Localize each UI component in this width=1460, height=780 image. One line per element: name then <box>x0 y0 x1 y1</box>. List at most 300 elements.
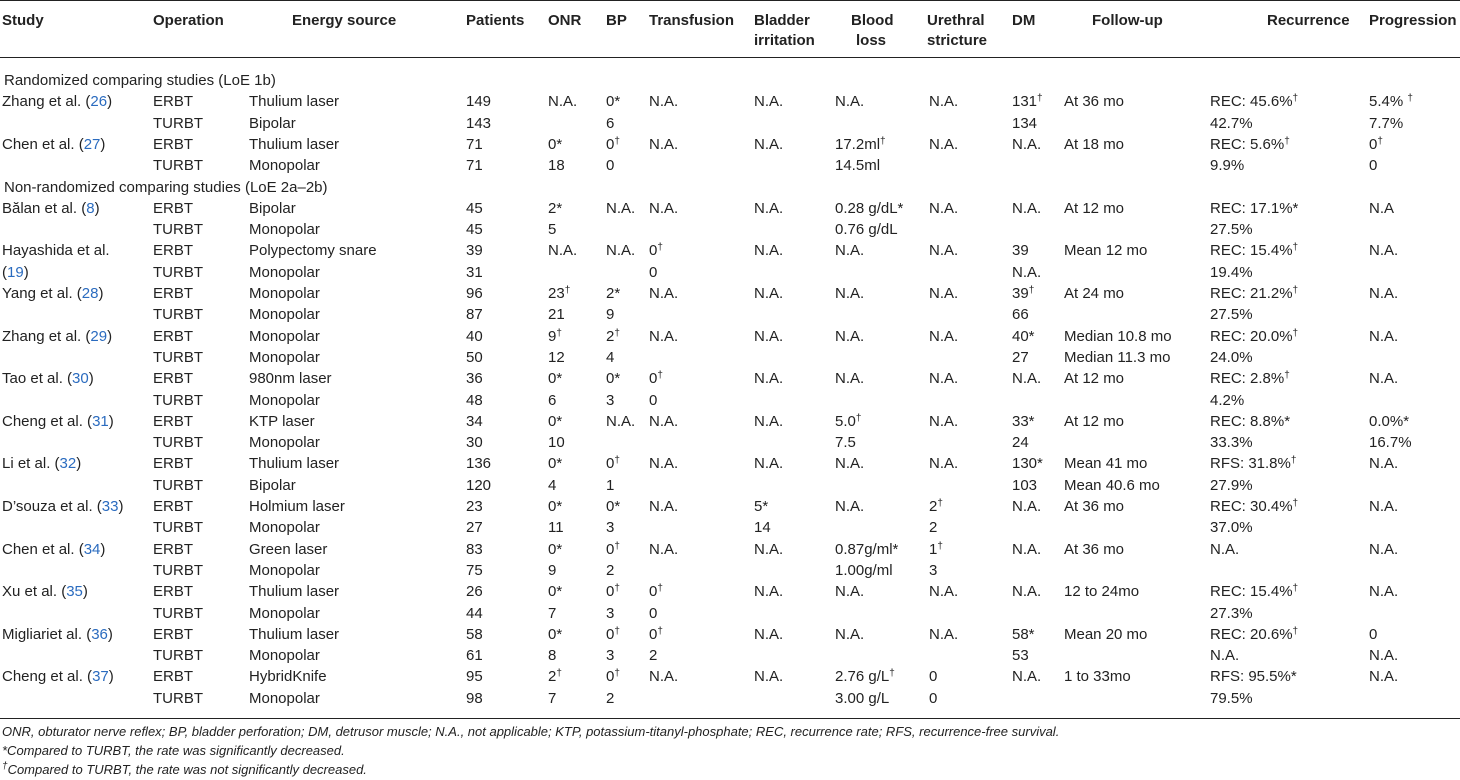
cell-value: Monopolar <box>249 519 320 537</box>
cell-energy-source <box>249 582 339 601</box>
cell-bp <box>606 305 614 324</box>
cell-operation <box>153 327 193 346</box>
header-urethral: Urethral <box>927 12 985 29</box>
cell-value: 71 <box>466 135 483 153</box>
reference-link[interactable]: 26 <box>90 93 108 111</box>
dagger-mark: † <box>2 761 8 772</box>
cell-patients <box>466 220 483 239</box>
cell-blood-loss <box>835 454 864 473</box>
cell-urethral-stricture <box>929 199 958 218</box>
reference-link[interactable]: 32 <box>59 455 77 473</box>
cell-blood-loss <box>835 369 864 388</box>
cell-value: N.A. <box>1210 647 1240 665</box>
study-paren: ) <box>100 540 106 558</box>
cell-value: REC: 21.2% <box>1210 285 1293 302</box>
cell-dm <box>1012 327 1035 346</box>
cell-recurrence <box>1210 625 1298 644</box>
reference-link[interactable]: 19 <box>7 263 24 281</box>
cell-onr <box>548 327 562 346</box>
cell-value: N.A. <box>835 498 865 515</box>
cell-value: ERBT <box>153 540 194 558</box>
cell-transfusion <box>649 92 678 111</box>
cell-patients <box>466 241 483 260</box>
cell-blood-loss <box>835 667 895 686</box>
cell-value: 1 <box>606 476 615 494</box>
cell-bladder-irritation <box>754 92 783 111</box>
cell-patients <box>466 689 483 708</box>
cell-value: 27 <box>466 519 483 537</box>
cell-dm <box>1012 646 1029 665</box>
cell-value: N.A. <box>929 327 959 345</box>
cell-value: 0 <box>606 540 615 558</box>
cell-progression <box>1369 646 1398 665</box>
cell-follow-up <box>1064 241 1147 260</box>
cell-recurrence <box>1210 220 1253 239</box>
cell-urethral-stricture <box>929 518 937 537</box>
cell-value: ERBT <box>153 135 194 153</box>
reference-link[interactable]: 37 <box>92 668 109 686</box>
cell-value: 4.2% <box>1210 391 1245 409</box>
cell-patients <box>466 582 483 601</box>
cell-value: N.A. <box>1012 498 1042 515</box>
cell-value: 10 <box>548 434 565 452</box>
table-row <box>0 198 1460 219</box>
cell-operation <box>153 412 193 431</box>
cell-urethral-stricture <box>929 561 937 580</box>
cell-energy-source <box>249 156 320 175</box>
cell-operation <box>153 220 203 239</box>
cell-bladder-irritation <box>754 135 783 154</box>
cell-value: N.A. <box>835 93 865 111</box>
cell-value: Monopolar <box>249 391 320 409</box>
cell-blood-loss <box>835 497 864 516</box>
cell-value: N.A. <box>1012 263 1042 281</box>
cell-value: N.A. <box>754 242 784 260</box>
study-name: ( <box>2 263 7 281</box>
cell-energy-source <box>249 689 320 708</box>
cell-value: REC: 20.6% <box>1210 625 1293 643</box>
cell-value: N.A. <box>649 285 679 302</box>
cell-urethral-stricture <box>929 412 958 431</box>
cell-energy-source <box>249 92 339 111</box>
cell-urethral-stricture <box>929 135 958 154</box>
section-heading: Randomized comparing studies (LoE 1b) <box>4 72 276 89</box>
cell-value: REC: 15.4% <box>1210 583 1293 601</box>
cell-value: 0 <box>649 583 658 601</box>
cell-dm <box>1012 667 1041 686</box>
cell-value: TURBT <box>153 604 203 622</box>
cell-bladder-irritation <box>754 518 771 537</box>
cell-value: 37.0% <box>1210 519 1253 537</box>
cell-value: 0.28 g/dL* <box>835 199 904 217</box>
cell-value: TURBT <box>153 114 203 132</box>
cell-patients <box>466 540 483 559</box>
study-paren: ) <box>23 263 29 281</box>
cell-bp <box>606 689 614 708</box>
cell-value: N.A. <box>835 455 865 473</box>
table-row <box>0 496 1460 517</box>
header-operation: Operation <box>153 12 224 29</box>
cell-progression <box>1369 667 1398 686</box>
cell-value: 18 <box>548 157 565 175</box>
cell-dm <box>1012 454 1043 473</box>
cell-energy-source <box>249 241 377 260</box>
study-paren: ) <box>94 199 100 217</box>
cell-value: N.A. <box>649 199 679 217</box>
dagger-mark: † <box>1292 498 1299 509</box>
cell-operation <box>153 348 203 367</box>
cell-onr <box>548 582 562 601</box>
cell-value: 71 <box>466 157 483 175</box>
cell-bp <box>606 412 635 431</box>
cell-operation <box>153 199 193 218</box>
cell-onr <box>548 284 570 303</box>
cell-value: At 12 mo <box>1064 370 1125 388</box>
cell-value: N.A. <box>1369 242 1399 260</box>
table-bottom-rule <box>0 718 1460 719</box>
cell-value: 14.5ml <box>835 157 881 175</box>
cell-bp <box>606 391 614 410</box>
cell-value: TURBT <box>153 263 203 281</box>
cell-transfusion <box>649 540 678 559</box>
cell-value: 24.0% <box>1210 348 1253 366</box>
reference-link[interactable]: 34 <box>83 540 101 558</box>
cell-energy-source <box>249 369 332 388</box>
cell-onr <box>548 433 565 452</box>
cell-blood-loss <box>835 156 880 175</box>
cell-dm <box>1012 433 1029 452</box>
cell-onr <box>548 220 556 239</box>
cell-recurrence <box>1210 92 1298 111</box>
table-row <box>0 453 1460 474</box>
dagger-mark: † <box>556 668 562 680</box>
cell-recurrence <box>1210 476 1253 495</box>
cell-value: N.A. <box>649 540 679 558</box>
cell-energy-source <box>249 199 296 218</box>
cell-value: 50 <box>466 348 483 366</box>
reference-link[interactable]: 35 <box>66 583 83 601</box>
reference-link[interactable]: 31 <box>92 412 109 430</box>
cell-value: 103 <box>1012 476 1038 494</box>
cell-energy-source <box>249 561 320 580</box>
cell-patients <box>466 518 483 537</box>
reference-link[interactable]: 27 <box>83 135 101 153</box>
header-recurrence: Recurrence <box>1267 12 1350 29</box>
cell-value: N.A. <box>754 135 784 153</box>
cell-value: N.A. <box>1369 668 1399 686</box>
cell-value: 0* <box>548 455 563 473</box>
cell-onr <box>548 391 556 410</box>
cell-value: N.A. <box>1369 455 1399 473</box>
cell-value: 40 <box>466 327 483 345</box>
cell-value: Thulium laser <box>249 455 340 473</box>
cell-recurrence <box>1210 412 1290 431</box>
cell-value: 1.00g/ml <box>835 561 893 579</box>
cell-value: TURBT <box>153 689 203 707</box>
cell-patients <box>466 412 483 431</box>
footnote-not-significant-text: Compared to TURBT, the rate was not significantly decreased. <box>7 762 367 777</box>
cell-value: 40* <box>1012 327 1035 345</box>
header-stricture: stricture <box>927 32 988 49</box>
cell-energy-source <box>249 497 345 516</box>
cell-value: N.A. <box>754 327 784 345</box>
table-row <box>0 411 1460 432</box>
cell-value: 9 <box>548 327 557 345</box>
cell-transfusion <box>649 135 678 154</box>
cell-value: 39 <box>1012 285 1029 302</box>
cell-recurrence <box>1210 327 1298 346</box>
cell-dm <box>1012 540 1041 559</box>
cell-value: N.A. <box>1012 583 1042 601</box>
cell-dm <box>1012 369 1041 388</box>
cell-dm <box>1012 135 1041 154</box>
cell-value: N.A. <box>649 412 679 430</box>
cell-blood-loss <box>835 199 903 218</box>
cell-value: TURBT <box>153 221 203 239</box>
cell-value: 98 <box>466 689 483 707</box>
cell-value: 16.7% <box>1369 434 1412 452</box>
cell-progression <box>1369 327 1398 346</box>
dagger-mark: † <box>1292 327 1299 339</box>
cell-recurrence <box>1210 156 1244 175</box>
footnote-not-significant <box>2 761 367 778</box>
reference-link[interactable]: 28 <box>81 285 99 302</box>
cell-value: 980nm laser <box>249 370 332 388</box>
table-row <box>0 262 1460 283</box>
cell-value: 2 <box>548 668 557 686</box>
cell-patients <box>466 667 483 686</box>
cell-energy-source <box>249 604 320 623</box>
cell-value: 23 <box>466 498 483 515</box>
cell-study <box>2 241 110 260</box>
cell-blood-loss <box>835 561 893 580</box>
cell-value: 1 to 33mo <box>1064 668 1131 686</box>
cell-value: REC: 8.8%* <box>1210 412 1291 430</box>
cell-transfusion <box>649 582 663 601</box>
dagger-mark: † <box>1284 135 1290 147</box>
cell-value: 39 <box>1012 242 1029 260</box>
cell-value: N.A. <box>606 412 636 430</box>
cell-value: 3.00 g/L <box>835 689 890 707</box>
cell-value: 48 <box>466 391 483 409</box>
cell-study <box>2 369 94 388</box>
table-row <box>0 326 1460 347</box>
cell-value: 7.7% <box>1369 114 1404 132</box>
cell-bp <box>606 604 614 623</box>
cell-transfusion <box>649 667 678 686</box>
footnote-abbreviations: ONR, obturator nerve reflex; BP, bladder perforation; DM, detrusor muscle; N.A., not applicable; KTP, potassium-titanyl-phosphate; REC, recurrence rate; RFS, recurrence-free survival. <box>2 724 1060 739</box>
cell-value: 0.0%* <box>1369 412 1410 430</box>
cell-value: 0.76 g/dL <box>835 221 898 239</box>
header-progression: Progression <box>1369 12 1457 29</box>
cell-patients <box>466 391 483 410</box>
reference-link[interactable]: 33 <box>101 498 119 515</box>
study-paren: ) <box>82 583 88 601</box>
dagger-mark: † <box>1377 135 1383 147</box>
cell-value: 0 <box>606 583 615 601</box>
cell-study <box>2 497 123 516</box>
cell-progression <box>1369 114 1403 133</box>
cell-follow-up <box>1064 540 1124 559</box>
cell-blood-loss <box>835 220 898 239</box>
table-row <box>0 432 1460 453</box>
reference-link[interactable]: 36 <box>91 625 108 643</box>
header-patients: Patients <box>466 12 525 29</box>
cell-value: 149 <box>466 93 492 111</box>
cell-study <box>2 412 114 431</box>
cell-urethral-stricture <box>929 454 958 473</box>
cell-bp <box>606 497 620 516</box>
dagger-mark: † <box>1292 242 1299 254</box>
cell-study <box>2 667 114 686</box>
cell-recurrence <box>1210 263 1253 282</box>
cell-value: 0* <box>548 625 563 643</box>
cell-energy-source <box>249 646 320 665</box>
cell-value: N.A. <box>929 583 959 601</box>
cell-value: 14 <box>754 519 771 537</box>
cell-transfusion <box>649 391 657 410</box>
cell-dm <box>1012 241 1029 260</box>
cell-value: 0 <box>1369 157 1378 175</box>
cell-dm <box>1012 348 1029 367</box>
cell-value: N.A. <box>835 327 865 345</box>
cell-recurrence <box>1210 604 1253 623</box>
cell-operation <box>153 263 203 282</box>
cell-value: 0 <box>606 135 615 153</box>
cell-recurrence <box>1210 241 1298 260</box>
cell-value: N.A. <box>835 285 865 302</box>
dagger-mark: † <box>614 668 620 680</box>
cell-value: N.A. <box>1210 540 1240 558</box>
cell-onr <box>548 369 562 388</box>
cell-value: Median 10.8 mo <box>1064 327 1172 345</box>
cell-operation <box>153 518 203 537</box>
cell-operation <box>153 92 193 111</box>
cell-value: REC: 20.0% <box>1210 327 1293 345</box>
cell-operation <box>153 582 193 601</box>
cell-value: 7 <box>548 604 557 622</box>
cell-value: 130* <box>1012 455 1043 473</box>
cell-energy-source <box>249 220 320 239</box>
cell-value: 7.5 <box>835 434 856 452</box>
cell-value: 33* <box>1012 412 1035 430</box>
table-row <box>0 603 1460 624</box>
cell-value: 17.2ml <box>835 135 881 153</box>
cell-transfusion <box>649 284 678 303</box>
cell-bladder-irritation <box>754 582 783 601</box>
cell-value: N.A. <box>929 285 959 302</box>
reference-link[interactable]: 8 <box>86 199 95 217</box>
cell-study <box>2 454 81 473</box>
cell-value: N.A. <box>754 370 784 388</box>
cell-value: Thulium laser <box>249 583 340 601</box>
cell-value: 21 <box>548 306 565 324</box>
cell-operation <box>153 114 203 133</box>
study-name: Li et al. ( <box>2 455 60 473</box>
cell-energy-source <box>249 476 296 495</box>
cell-blood-loss <box>835 625 864 644</box>
cell-onr <box>548 540 562 559</box>
cell-urethral-stricture <box>929 582 958 601</box>
cell-operation <box>153 305 203 324</box>
cell-blood-loss <box>835 433 856 452</box>
cell-value: 24 <box>1012 434 1029 452</box>
cell-patients <box>466 369 483 388</box>
table-row <box>0 91 1460 112</box>
cell-energy-source <box>249 454 339 473</box>
cell-value: N.A. <box>1012 540 1042 558</box>
cell-value: REC: 17.1%* <box>1210 199 1299 217</box>
cell-bp <box>606 284 620 303</box>
cell-bp <box>606 540 620 559</box>
cell-value: 0 <box>606 157 615 175</box>
cell-blood-loss <box>835 135 886 154</box>
cell-value: 0 <box>649 263 658 281</box>
cell-value: 0 <box>1369 625 1378 643</box>
study-paren: ) <box>108 412 114 430</box>
dagger-mark: † <box>937 540 943 552</box>
cell-value: REC: 30.4% <box>1210 498 1293 515</box>
cell-value: TURBT <box>153 647 203 665</box>
cell-bp <box>606 156 614 175</box>
cell-dm <box>1012 305 1029 324</box>
cell-study <box>2 284 103 303</box>
cell-value: 136 <box>466 455 492 473</box>
cell-value: Monopolar <box>249 306 320 324</box>
study-paren: ) <box>76 455 82 473</box>
study-name: Hayashida et al. <box>2 242 110 260</box>
cell-value: Monopolar <box>249 221 320 239</box>
cell-value: 58 <box>466 625 483 643</box>
cell-bp <box>606 92 620 111</box>
dagger-mark: † <box>1284 370 1290 382</box>
cell-recurrence <box>1210 135 1290 154</box>
cell-onr <box>548 476 556 495</box>
cell-value: 131 <box>1012 93 1038 111</box>
cell-value: 120 <box>466 476 492 494</box>
cell-urethral-stricture <box>929 241 958 260</box>
cell-urethral-stricture <box>929 497 943 516</box>
study-name: Chen et al. ( <box>2 135 84 153</box>
cell-value: N.A. <box>929 93 959 111</box>
header-dm: DM <box>1012 12 1036 29</box>
cell-bladder-irritation <box>754 540 783 559</box>
cell-onr <box>548 454 562 473</box>
cell-value: 19.4% <box>1210 263 1253 281</box>
cell-bladder-irritation <box>754 625 783 644</box>
cell-follow-up <box>1064 476 1160 495</box>
cell-transfusion <box>649 646 657 665</box>
cell-patients <box>466 604 483 623</box>
cell-study <box>2 199 100 218</box>
cell-energy-source <box>249 263 320 282</box>
reference-link[interactable]: 29 <box>90 327 108 345</box>
cell-value: 9 <box>548 561 557 579</box>
cell-bp <box>606 582 620 601</box>
cell-value: 0.87g/ml* <box>835 540 899 558</box>
cell-value: 0* <box>548 370 563 388</box>
cell-recurrence <box>1210 689 1253 708</box>
study-name: Cheng et al. ( <box>2 412 93 430</box>
cell-value: 2 <box>606 327 615 345</box>
cell-value: 0* <box>548 583 563 601</box>
cell-value: TURBT <box>153 476 203 494</box>
cell-progression <box>1369 241 1398 260</box>
cell-operation <box>153 667 193 686</box>
reference-link[interactable]: 30 <box>72 370 89 388</box>
cell-follow-up <box>1064 135 1124 154</box>
cell-blood-loss <box>835 92 864 111</box>
